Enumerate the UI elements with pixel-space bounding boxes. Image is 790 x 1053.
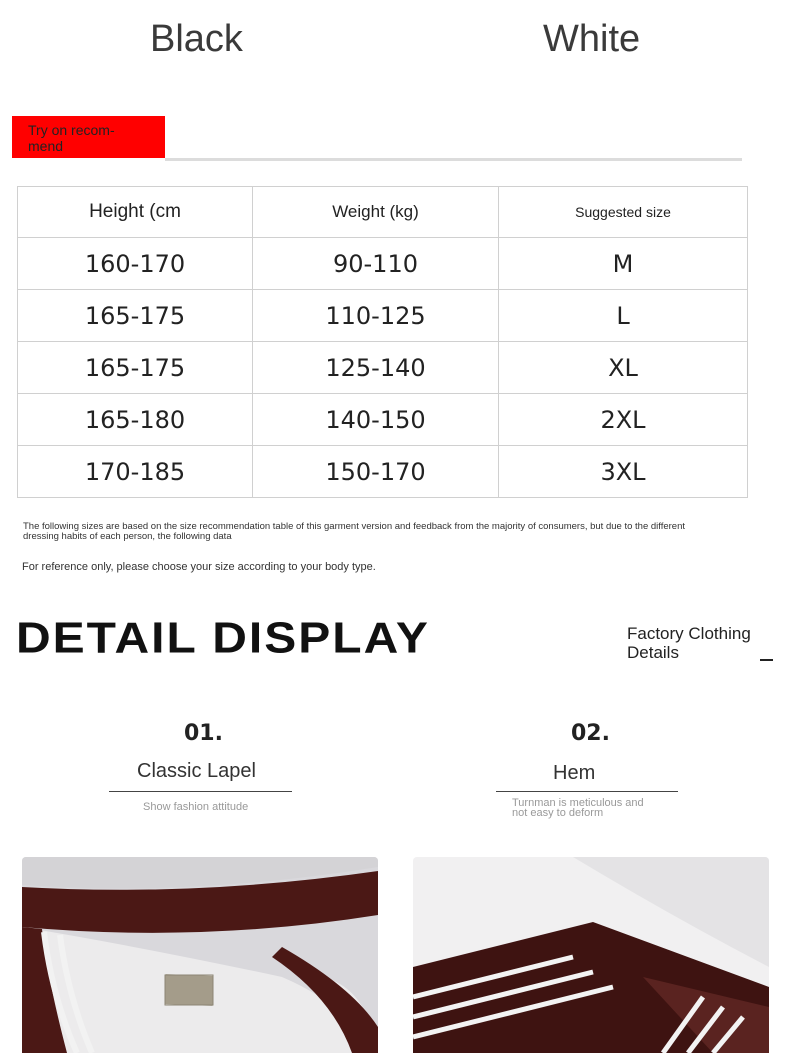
feature-divider [496, 791, 678, 792]
cell-size: L [499, 290, 748, 342]
feature-subtitle-line2: not easy to deform [512, 807, 604, 819]
cell-height: 165-175 [18, 342, 253, 394]
cell-weight: 150-170 [253, 446, 499, 498]
feature-divider [109, 791, 292, 792]
detail-display-title: DETAIL DISPLAY [16, 614, 430, 663]
recommend-tag-line2: mend [28, 138, 64, 154]
feature-subtitle-line1: Turnman is meticulous and [512, 797, 644, 809]
hem-photo-illustration [413, 857, 769, 1053]
lapel-detail-photo [22, 857, 378, 1053]
size-note-line2: dressing habits of each person, the following data [23, 531, 232, 542]
table-row [18, 290, 748, 342]
size-table-header [18, 187, 748, 238]
header-height: Height (cm [18, 187, 253, 238]
table-row [18, 446, 748, 498]
table-row [18, 238, 748, 290]
cell-weight: 90-110 [253, 238, 499, 290]
tag-divider [165, 158, 742, 161]
feature-title-classic-lapel: Classic Lapel [137, 760, 256, 782]
cell-weight: 140-150 [253, 394, 499, 446]
cell-height: 160-170 [18, 238, 253, 290]
color-option-black: Black [150, 18, 243, 60]
size-table [17, 186, 748, 498]
cell-weight: 110-125 [253, 290, 499, 342]
feature-subtitle: Show fashion attitude [143, 801, 249, 813]
header-weight: Weight (kg) [253, 187, 499, 238]
feature-number-02: 02. [571, 721, 610, 746]
table-row [18, 394, 748, 446]
factory-details-label [627, 624, 751, 662]
feature-number-01: 01. [184, 721, 223, 746]
color-option-white: White [543, 18, 641, 60]
hem-detail-photo [413, 857, 769, 1053]
size-note-reference: For reference only, please choose your size according to your body type. [22, 561, 376, 573]
header-suggested-size: Suggested size [499, 187, 748, 238]
cell-size: XL [499, 342, 748, 394]
factory-details-line2: Details [627, 643, 679, 662]
recommend-tag [12, 116, 165, 158]
factory-details-dash [760, 659, 773, 661]
cell-weight: 125-140 [253, 342, 499, 394]
cell-height: 170-185 [18, 446, 253, 498]
cell-size: M [499, 238, 748, 290]
cell-height: 165-175 [18, 290, 253, 342]
cell-size: 3XL [499, 446, 748, 498]
cell-size: 2XL [499, 394, 748, 446]
factory-details-line1: Factory Clothing [627, 624, 751, 643]
lapel-photo-illustration [22, 857, 378, 1053]
table-row [18, 342, 748, 394]
size-note-line1: The following sizes are based on the size recommendation table of this garment version and feedback from the majority of consumers, but due to the different [23, 521, 686, 532]
cell-height: 165-180 [18, 394, 253, 446]
feature-title-hem: Hem [553, 762, 596, 784]
recommend-tag-line1: Try on recom- [28, 122, 115, 138]
